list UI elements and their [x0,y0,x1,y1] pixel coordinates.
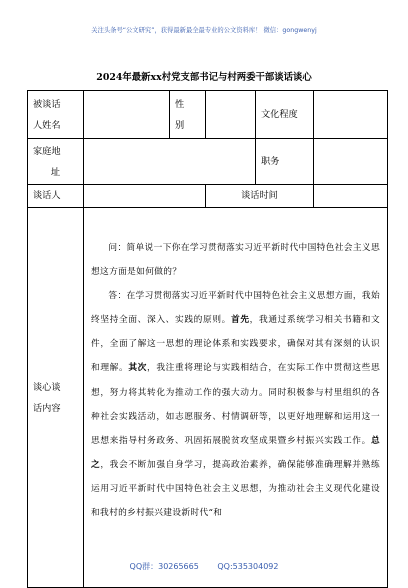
talker-value [84,185,206,208]
gender-label-line1: 性 [175,98,185,110]
second-text: ，我注重将理论与实践相结合，在实际工作中贯彻这些思想，努力将其转化为推动工作的强大动力。同时积极参与村里组织的各种社会实践活动，如志愿服务、村情调研等，以更好地理解和运用这一思想来指导村务政务、巩固拓展脱贫攻坚成果暨乡村振兴实践工作。 [91,363,380,446]
talk-time-value [314,185,388,208]
interview-form-table [27,90,388,588]
content-label-line1: 谈心谈 [33,381,61,393]
education-label: 文化程度 [256,91,314,139]
content-label [28,208,84,588]
first-keyword: 首先 [230,315,250,326]
gender-label-line2: 别 [175,119,185,131]
interviewee-label-line1: 被谈话 [33,98,61,110]
position-value [314,139,388,185]
answer-paragraph [91,284,380,525]
row-interviewee [28,91,388,139]
education-value [314,91,388,139]
address-label [28,139,84,185]
summary-keyword: 总之 [91,435,380,470]
gender-label [170,91,206,139]
address-label-line1: 家庭地 [33,145,61,157]
row-content [28,208,388,588]
position-label: 职务 [256,139,314,185]
interviewee-name-label [28,91,84,139]
interviewee-name-value [84,91,170,139]
header-promo-text: 关注头条号“公文研究”，获得最新最全最专业的公文资料库！ 微信：gongwenyj [91,27,317,34]
address-value [84,139,256,185]
document-title: 2024年最新xx村党支部书记与村两委干部谈话谈心 [96,72,312,83]
answer-intro: 答：在学习贯彻落实习近平新时代中国特色社会主义思想方面，我始终坚持全面、深入、实践的原则。 [91,291,380,326]
first-text: ，我通过系统学习相关书籍和文件，全面了解这一思想的理论体系和实践要求，确保对其有深刻的认识和理解。 [91,315,381,374]
talker-label: 谈话人 [28,185,84,208]
content-label-line2: 话内容 [33,402,61,414]
gender-value [206,91,256,139]
row-talker [28,185,388,208]
second-keyword: 其次 [128,363,147,374]
summary-text: ，我会不断加强自身学习，提高政治素养，确保能够准确理解并熟练运用习近平新时代中国特色社会主义思想，为推动社会主义现代化建设和我村的乡村振兴建设新时代“和 [91,459,381,519]
content-body [84,208,388,588]
row-address [28,139,388,185]
talk-time-label: 谈话时间 [206,185,314,208]
address-label-line2: 址 [50,166,61,178]
footer-contact: QQ群：30265665 QQ:535304092 [129,562,279,571]
question-paragraph: 问：简单说一下你在学习贯彻落实习近平新时代中国特色社会主义思想这方面是如何做的？ [91,243,380,278]
interviewee-label-line2: 人姓名 [33,119,61,131]
